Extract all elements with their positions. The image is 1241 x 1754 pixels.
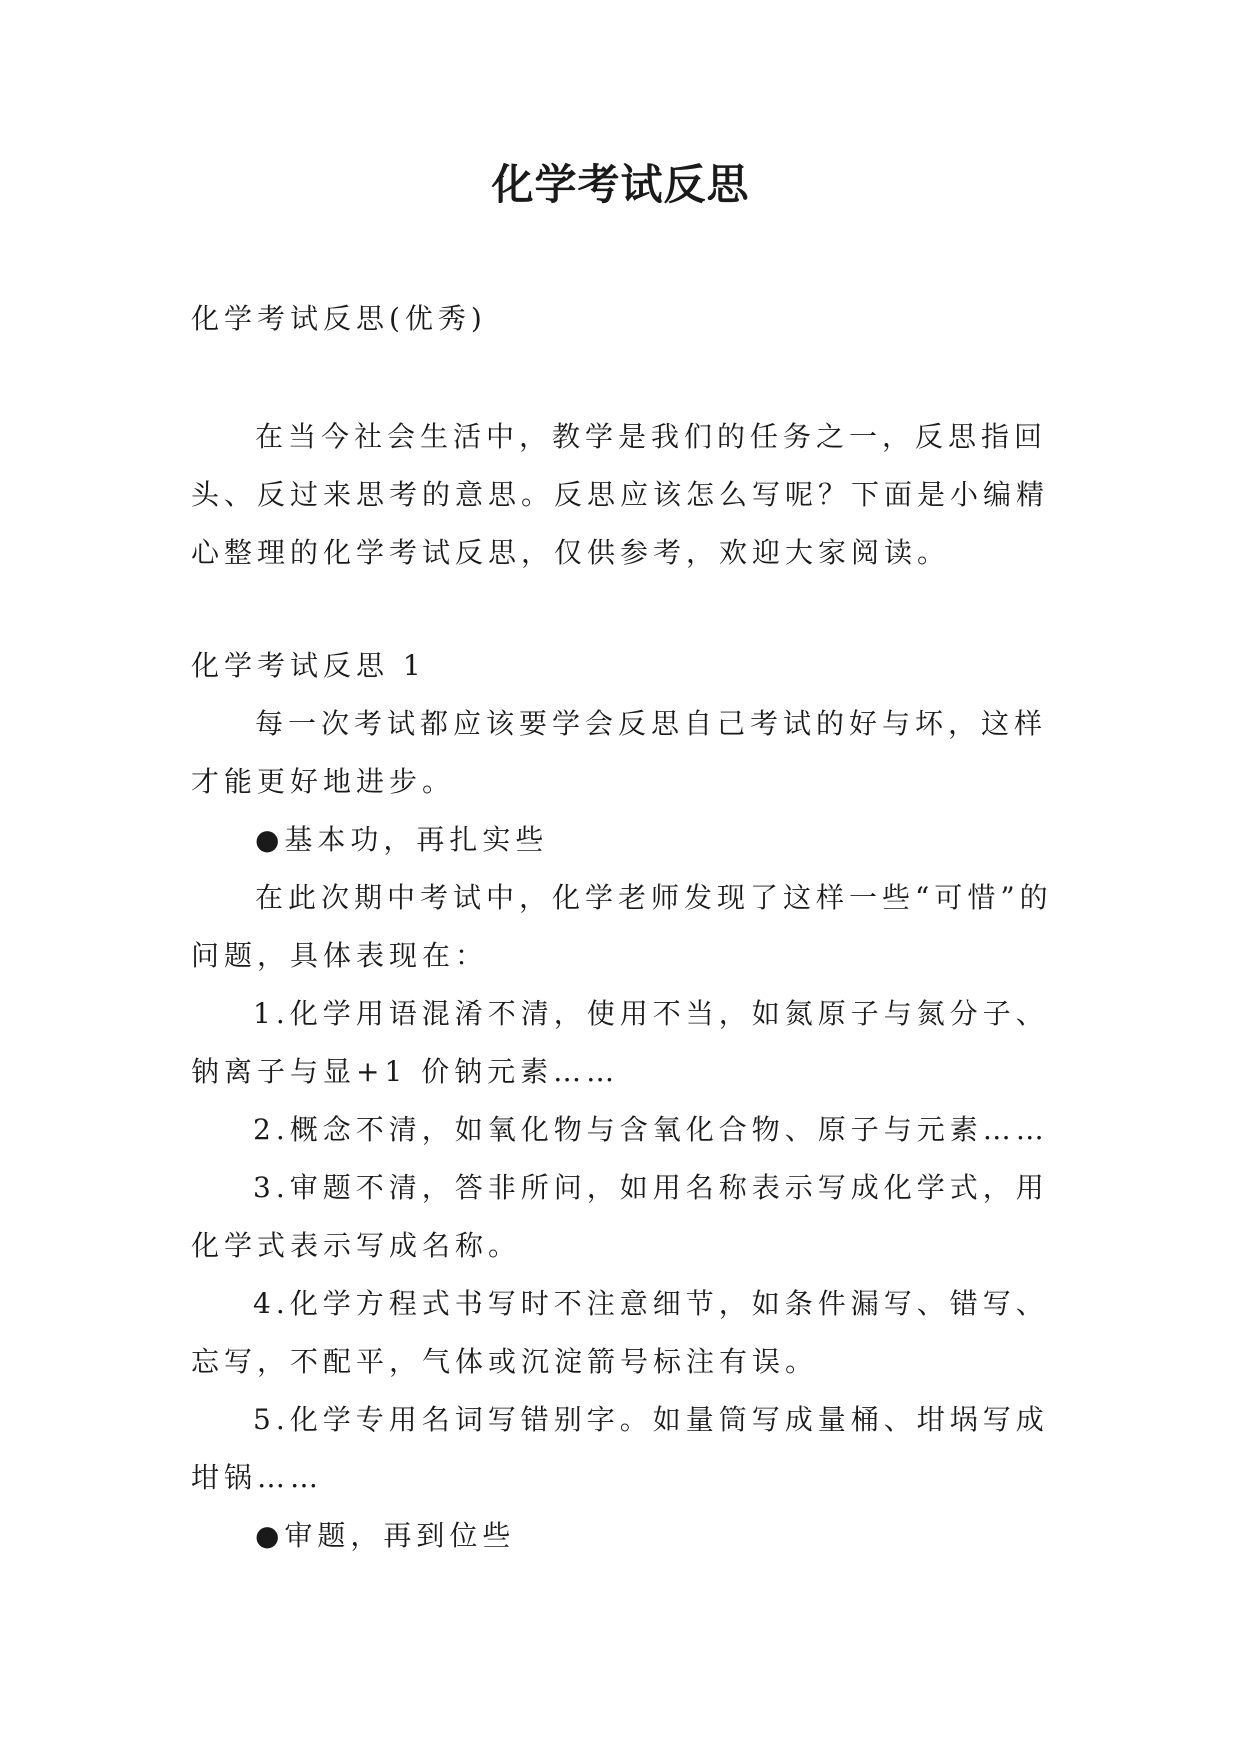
document-subtitle: 化学考试反思(优秀) — [191, 302, 487, 335]
list-item: 4.化学方程式书写时不注意细节，如条件漏写、错写、忘写，不配平，气体或沉淀箭号标注有误。 — [191, 1287, 1049, 1378]
list-item: 3.审题不清，答非所问，如用名称表示写成化学式，用化学式表示写成名称。 — [191, 1171, 1049, 1262]
document-body — [191, 290, 1071, 1565]
page-title: 化学考试反思 — [491, 160, 750, 209]
bullet-heading: ●基本功，再扎实些 — [255, 823, 549, 856]
bullet-heading: ●审题，再到位些 — [255, 1519, 516, 1552]
list-item: 5.化学专用名词写错别字。如量筒写成量桶、坩埚写成坩锅…… — [191, 1403, 1049, 1494]
intro-paragraph: 在当今社会生活中，教学是我们的任务之一，反思指回头、反过来思考的意思。反思应该怎么写呢？下面是小编精心整理的化学考试反思，仅供参考，欢迎大家阅读。 — [191, 420, 1050, 569]
list-item: 1.化学用语混淆不清，使用不当，如氮原子与氮分子、钠离子与显+1 价钠元素…… — [191, 997, 1049, 1088]
list-item: 2.概念不清，如氧化物与含氧化合物、原子与元素…… — [253, 1113, 1049, 1146]
section-paragraph: 在此次期中考试中，化学老师发现了这样一些“可惜”的问题，具体表现在： — [191, 881, 1053, 972]
section-heading: 化学考试反思 1 — [191, 649, 426, 682]
section-paragraph: 每一次考试都应该要学会反思自己考试的好与坏，这样才能更好地进步。 — [191, 707, 1048, 798]
